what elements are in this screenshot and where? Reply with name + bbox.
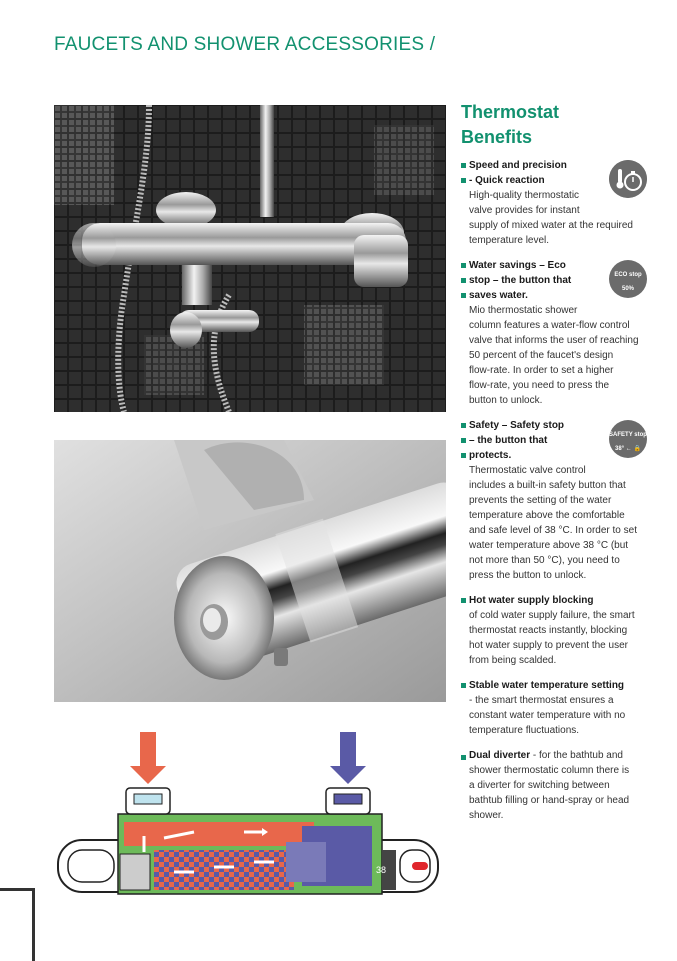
safety-stop-badge: SAFETY stop 38° ← 🔒 (609, 420, 647, 458)
benefit-stable-temperature: Stable water temperature setting - the smart thermostat ensures a constant water temperature with no temperature fluctuations. (461, 678, 651, 738)
eco-stop-badge: ECO stop 50% (609, 260, 647, 298)
benefit-speed: Speed and precision - Quick reaction High-quality thermostatic valve provides for instant supply of mixed water at the required temperature level. (461, 158, 651, 248)
page-number: 38 (376, 865, 387, 875)
page-header: FAUCETS AND SHOWER ACCESSORIES / (54, 34, 436, 55)
section-title: Thermostat Benefits (461, 102, 560, 147)
thermostat-closeup-photo (54, 440, 446, 702)
benefit-dual-diverter: Dual diverter - for the bathtub and shower thermostatic column there is a diverter for switching between bathtub filling or hand-spray or head shower. (461, 748, 651, 823)
benefit-hot-water-blocking: Hot water supply blocking of cold water supply failure, the smart thermostat reacts instantly, blocking hot water supply to prevent the user from being scalded. (461, 593, 651, 668)
benefits-column (461, 100, 651, 833)
benefit-safety: SAFETY stop 38° ← 🔒 Safety – Safety stop – the button that protects. Thermostatic valve control includes a built-in safety button that prevents the setting of the water temperature above the comfortable and safe level of 38 °C. In order to set water temperature above 38 °C (but not more than 50 °C), you need to press the button to unlock. (461, 418, 651, 583)
shower-photo (54, 105, 446, 412)
thermostat-cross-section-diagram (54, 722, 446, 900)
benefit-eco: ECO stop 50% Water savings – Eco stop – the button that saves water. Mio thermostatic shower column features a water-flow control valve that informs the user of reaching 50 percent of the faucet's design flow-rate. In order to set a higher flow-rate, you need to press the button to unlock. (461, 258, 651, 408)
corner-bar (0, 888, 35, 961)
